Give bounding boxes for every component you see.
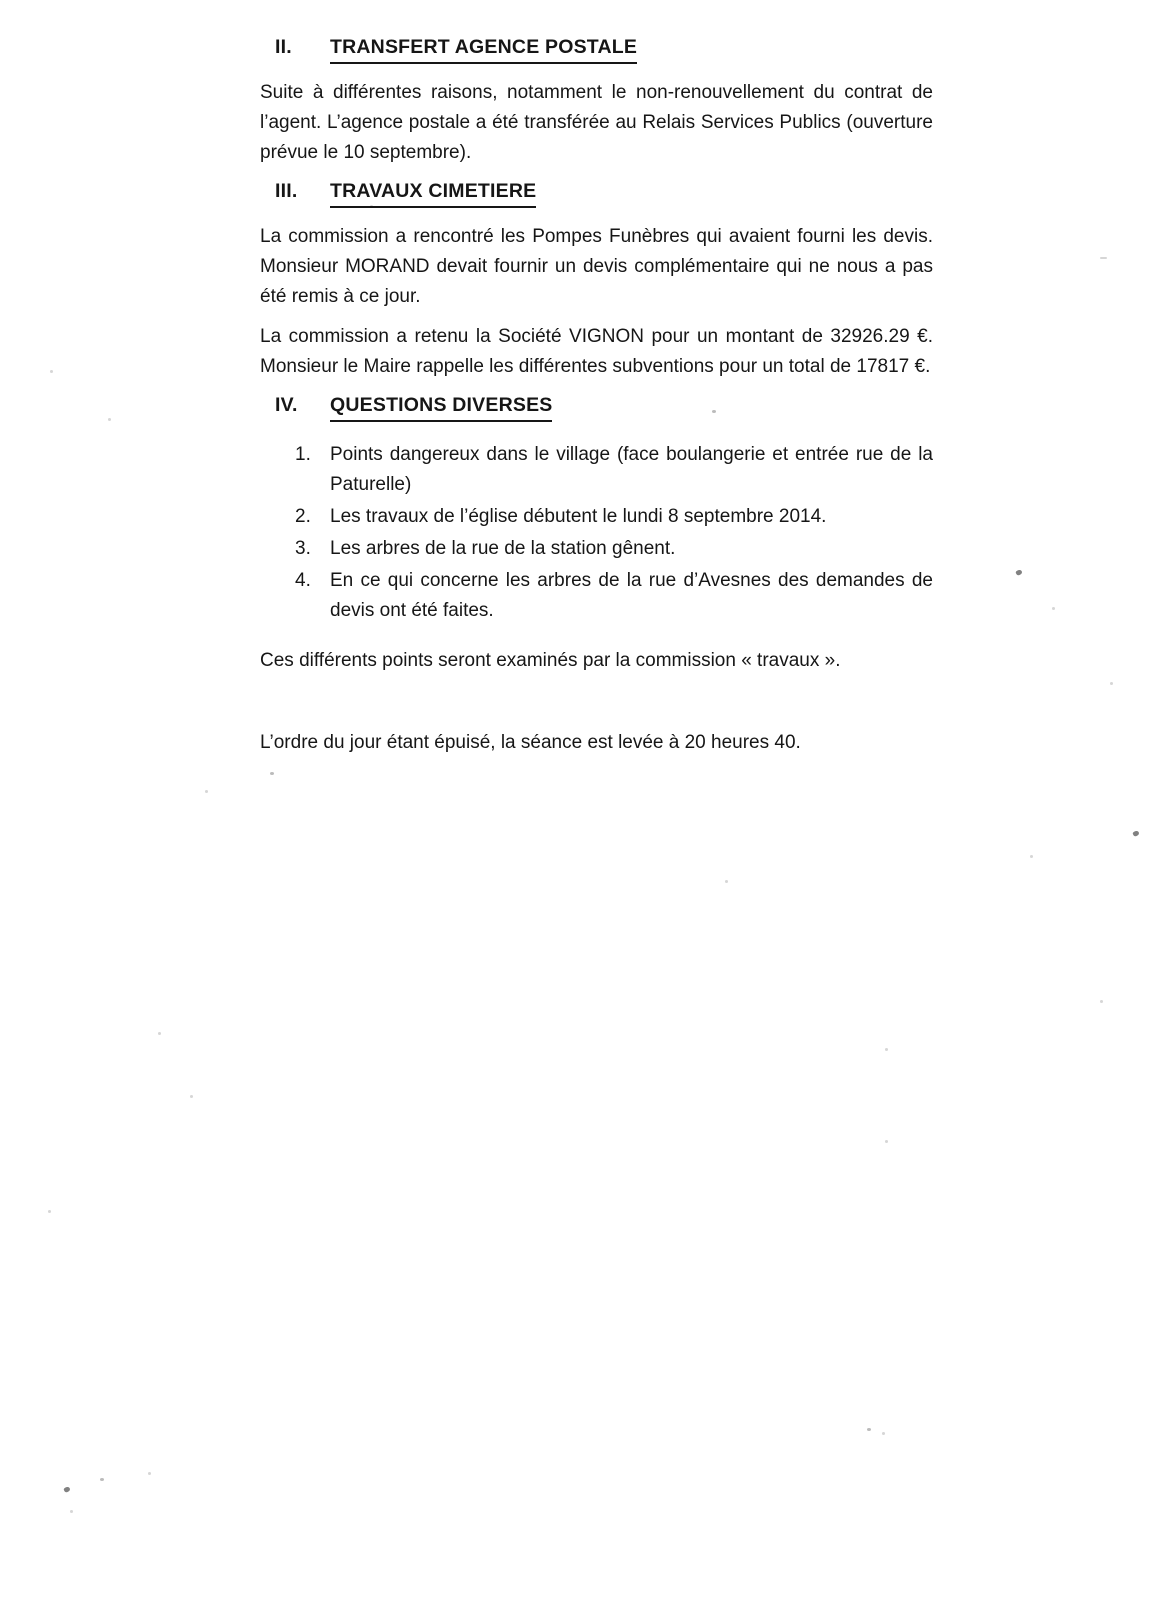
scan-speck bbox=[1030, 855, 1033, 858]
document-content bbox=[260, 34, 933, 758]
list-item-number: 3. bbox=[295, 538, 311, 559]
scan-speck bbox=[1015, 569, 1023, 576]
section-title: TRANSFERT AGENCE POSTALE bbox=[330, 34, 637, 64]
list-item-text: Les arbres de la rue de la station gênent. bbox=[330, 538, 676, 559]
scan-speck bbox=[270, 772, 274, 775]
scan-speck bbox=[1132, 830, 1140, 837]
section-heading bbox=[275, 34, 933, 64]
section-heading bbox=[275, 178, 933, 208]
section-questions-diverses bbox=[260, 392, 933, 626]
closing-paragraph: L’ordre du jour étant épuisé, la séance est levée à 20 heures 40. bbox=[260, 732, 801, 753]
scan-speck bbox=[1110, 682, 1113, 685]
scan-speck bbox=[1100, 257, 1107, 259]
scan-speck bbox=[1100, 1000, 1103, 1003]
scan-speck bbox=[885, 1048, 888, 1051]
paragraph: La commission a rencontré les Pompes Funèbres qui avaient fourni les devis. Monsieur MORAND devait fournir un devis complémentaire qui ne nous a pas été remis à ce jour. bbox=[260, 226, 933, 307]
scan-speck bbox=[148, 1472, 151, 1475]
scan-speck bbox=[885, 1140, 888, 1143]
scan-speck bbox=[725, 880, 728, 883]
list-item bbox=[295, 534, 933, 564]
section-heading bbox=[275, 392, 933, 422]
list-item-number: 2. bbox=[295, 506, 311, 527]
scan-speck bbox=[370, 205, 373, 208]
scan-speck bbox=[190, 1095, 193, 1098]
scan-speck bbox=[108, 418, 111, 421]
scan-speck bbox=[882, 1432, 885, 1435]
section-number: III. bbox=[275, 180, 298, 202]
scan-speck bbox=[48, 1210, 51, 1213]
paragraph: Suite à différentes raisons, notamment le non-renouvellement du contrat de l’agent. L’agence postale a été transférée au Relais Services Publics (ouverture prévue le 10 septembre). bbox=[260, 82, 933, 163]
scan-speck bbox=[50, 370, 53, 373]
section-travaux-cimetiere bbox=[260, 178, 933, 382]
scan-speck bbox=[100, 1478, 104, 1481]
list-item-text: Les travaux de l’église débutent le lundi 8 septembre 2014. bbox=[330, 506, 827, 527]
scan-speck bbox=[1052, 607, 1055, 610]
section-title: TRAVAUX CIMETIERE bbox=[330, 178, 536, 208]
scan-speck bbox=[63, 1486, 71, 1493]
scan-speck bbox=[712, 410, 716, 413]
section-number: IV. bbox=[275, 394, 298, 416]
numbered-list bbox=[295, 440, 933, 626]
section-number: II. bbox=[275, 36, 292, 58]
paragraph: La commission a retenu la Société VIGNON pour un montant de 32926.29 €. Monsieur le Maire rappelle les différentes subventions pour un total de 17817 €. bbox=[260, 326, 933, 377]
scan-speck bbox=[158, 1032, 161, 1035]
list-item bbox=[295, 502, 933, 532]
list-item-number: 1. bbox=[295, 444, 311, 465]
section-transfert-agence-postale bbox=[260, 34, 933, 168]
section-title: QUESTIONS DIVERSES bbox=[330, 392, 552, 422]
scan-speck bbox=[205, 790, 208, 793]
list-item bbox=[295, 440, 933, 500]
closing-paragraph: Ces différents points seront examinés par la commission « travaux ». bbox=[260, 650, 841, 671]
list-item-text: Points dangereux dans le village (face boulangerie et entrée rue de la Paturelle) bbox=[330, 444, 933, 495]
list-item bbox=[295, 566, 933, 626]
list-item-text: En ce qui concerne les arbres de la rue d’Avesnes des demandes de devis ont été faites. bbox=[330, 570, 933, 621]
scan-speck bbox=[867, 1428, 871, 1431]
list-item-number: 4. bbox=[295, 570, 311, 591]
scan-speck bbox=[70, 1510, 73, 1513]
